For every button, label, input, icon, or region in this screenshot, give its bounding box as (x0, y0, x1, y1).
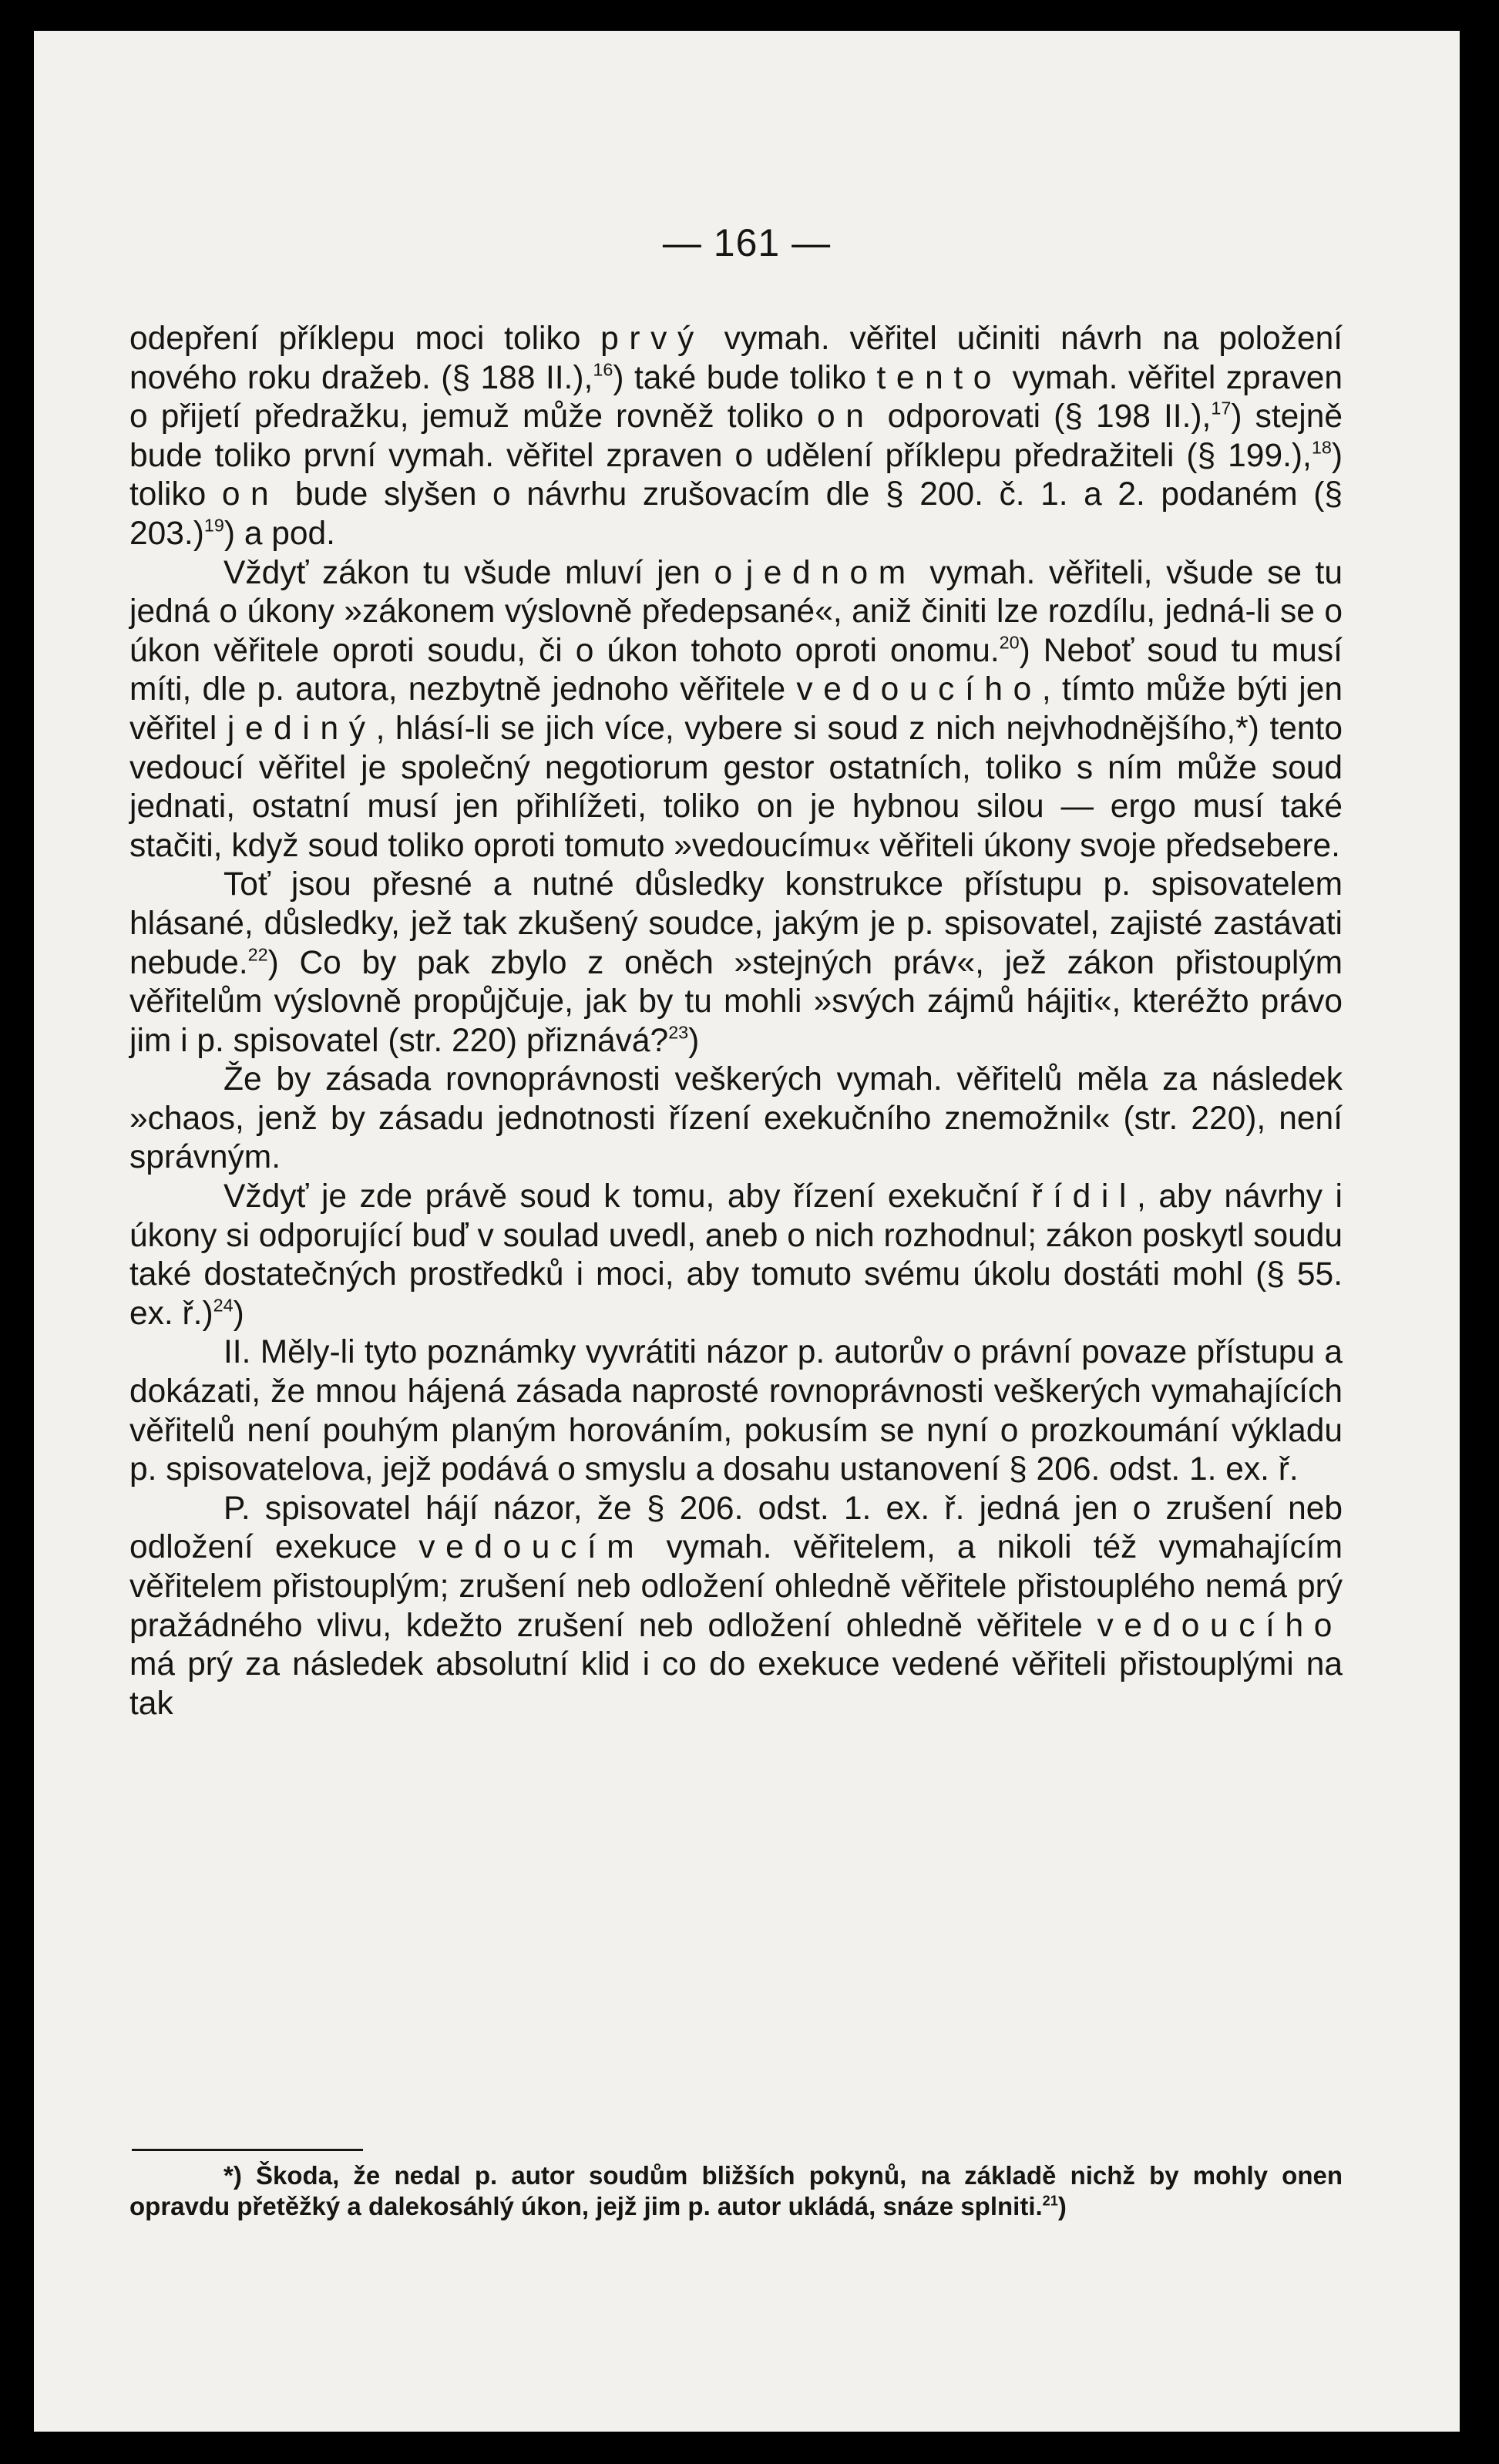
paragraph: P. spisovatel hájí názor, že § 206. odst. 1. ex. ř. jedná jen o zrušení neb odložení exekuce vedoucím vymah. věřitelem, a nikoli též vymahajícím věřitelem přistouplým; zrušení neb odložení ohledně věřitele přistouplého nemá prý pražádného vlivu, kdežto zrušení neb odložení ohledně věřitele vedoucího má prý za následek absolutní klid i co do exekuce vedené věřiteli přistouplými na tak (129, 1490, 1343, 1722)
book-page (34, 31, 1460, 2432)
paragraph: Že by zásada rovnoprávnosti veškerých vymah. věřitelů měla za následek »chaos, jenž by zásadu jednotnosti řízení exekučního znemožnil« (str. 220), není správným. (129, 1061, 1343, 1176)
footnote-body: Škoda, že nedal p. autor soudům bližších pokynů, na základě nichž by mohly onen opravdu přetěžký a dalekosáhlý úkon, jejž jim p. autor ukládá, snáze splniti. (129, 2161, 1343, 2220)
footnote-text (129, 2160, 1343, 2222)
footnote-ref: 21 (1042, 2193, 1058, 2209)
paragraph: II. Měly-li tyto poznámky vyvrátiti názor p. autorův o právní povaze přístupu a dokázati, že mnou hájená zásada naprosté rovnoprávnosti veškerých vymahajících věřitelů není pouhým planým horováním, pokusím se nyní o prozkoumání výkladu p. spisovatelova, jejž podává o smyslu a dosahu ustanovení § 206. odst. 1. ex. ř. (129, 1334, 1343, 1488)
paragraph: Toť jsou přesné a nutné důsledky konstrukce přístupu p. spisovatelem hlásané, důsledky, jež tak zkušený soudce, jakým je p. spisovatel, zajisté zastávati nebude.$^{22}$) Co by pak zbylo z oněch »stejných práv«, jež zákon přistouplým věřitelům výslovně propůjčuje, jak by tu mohli »svých zájmů hájiti«, kteréžto právo jim i p. spisovatel (str. 220) přiznává?$^{23}$) (129, 866, 1343, 1059)
footnote-end: ) (1057, 2192, 1067, 2220)
paragraph: odepření příklepu moci toliko prvý vymah. věřitel učiniti návrh na položení nového roku dražeb. (§ 188 II.),$^{16}$) také bude toliko tento vymah. věřitel zpraven o přijetí předražku, jemuž může rovněž toliko on odporovati (§ 198 II.),$^{17}$) stejně bude toliko první vymah. věřitel zpraven o udělení příklepu předražiteli (§ 199.),$^{18}$) toliko on bude slyšen o návrhu zrušovacím dle § 200. č. 1. a 2. podaném (§ 203.)$^{19}$) a pod. (129, 321, 1343, 552)
page-number: — 161 — (662, 221, 832, 264)
footnote-divider (132, 2149, 363, 2151)
paragraph: Vždyť zákon tu všude mluví jen o jednom vymah. věřiteli, všude se tu jedná o úkony »zákonem výslovně předepsané«, aniž činiti lze rozdílu, jedná-li se o úkon věřitele oproti soudu, či o úkon tohoto oproti onomu.$^{20}$) Neboť soud tu musí míti, dle p. autora, nezbytně jednoho věřitele vedoucího, tímto může býti jen věřitel jediný, hlásí-li se jich více, vybere si soud z nich nejvhodnějšího,*) tento vedoucí věřitel je společný negotiorum gestor ostatních, toliko s ním může soud jednati, ostatní musí jen přihlížeti, toliko on je hybnou silou — ergo musí také stačiti, když soud toliko oproti tomuto »vedoucímu« věřiteli úkony svoje předsebere. (129, 554, 1343, 864)
footnote (129, 2160, 1343, 2222)
body-text (129, 320, 1343, 1723)
paragraph: Vždyť je zde právě soud k tomu, aby řízení exekuční řídil, aby návrhy i úkony si odporující buď v soulad uvedl, aneb o nich rozhodnul; zákon poskytl soudu také dostatečných prostředků i moci, aby tomuto svému úkolu dostáti mohl (§ 55. ex. ř.)$^{24}$) (129, 1178, 1343, 1332)
footnote-marker: *) (224, 2161, 242, 2190)
